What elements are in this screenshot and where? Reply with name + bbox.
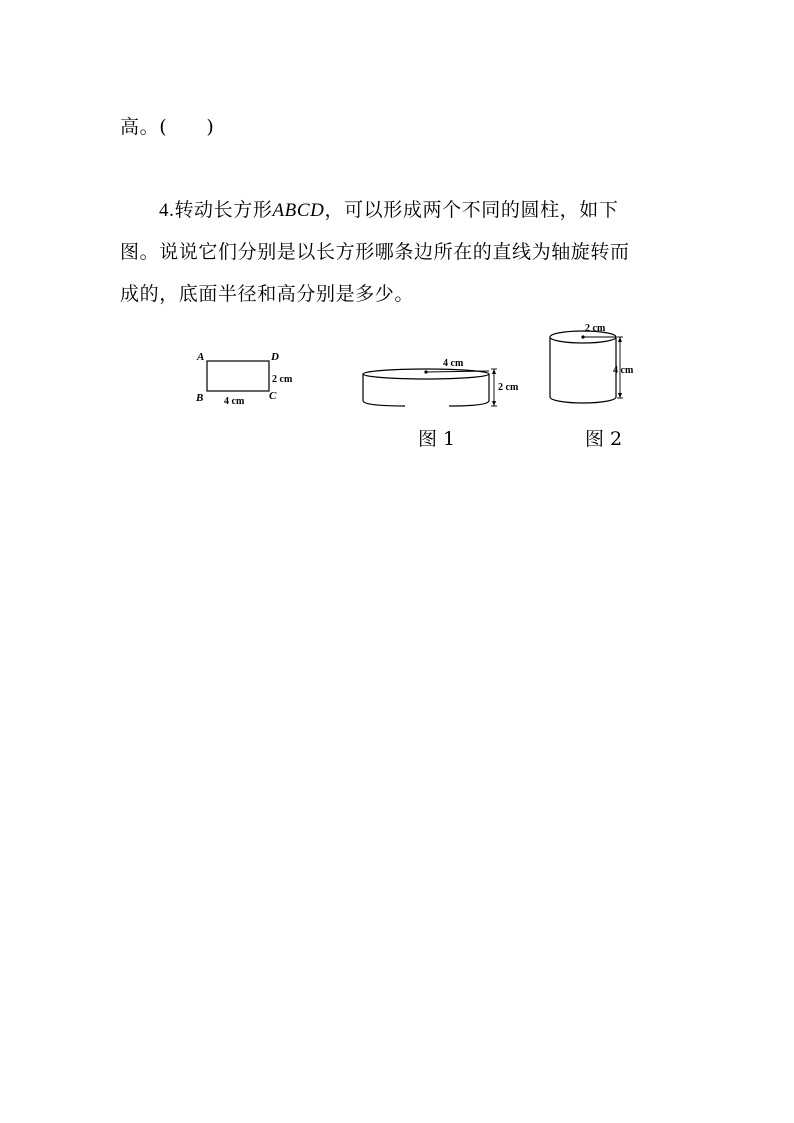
label-b: B [196,392,204,404]
question-text-b: ，可以形成两个不同的圆柱，如下 [324,199,619,221]
question-text-a: 转动长方形 [174,199,273,221]
rect-height-label: 2 cm [272,374,293,385]
figure-2-caption: 图 2 [585,428,623,450]
label-c: C [269,390,277,402]
answer-line: 高。( ) [120,116,215,138]
rectangle-name: ABCD [272,200,325,221]
cyl2-height-label: 4 cm [613,365,634,376]
question-number: 4. [159,200,175,221]
figure-diagram [0,0,794,480]
cyl1-radius-label: 4 cm [443,358,464,369]
label-a: A [197,351,205,363]
question-4-line-2: 图。说说它们分别是以长方形哪条边所在的直线为轴旋转而 [120,241,630,263]
cylinder-1 [363,358,519,406]
rect-width-label: 4 cm [224,396,245,407]
cyl2-radius-label: 2 cm [585,323,606,334]
figure-1-caption: 图 1 [418,428,456,450]
question-4-line-3: 成的，底面半径和高分别是多少。 [120,283,415,305]
label-d: D [271,351,279,363]
cylinder-2 [550,323,634,403]
rectangle-abcd [195,351,293,407]
cyl1-height-label: 2 cm [498,382,519,393]
